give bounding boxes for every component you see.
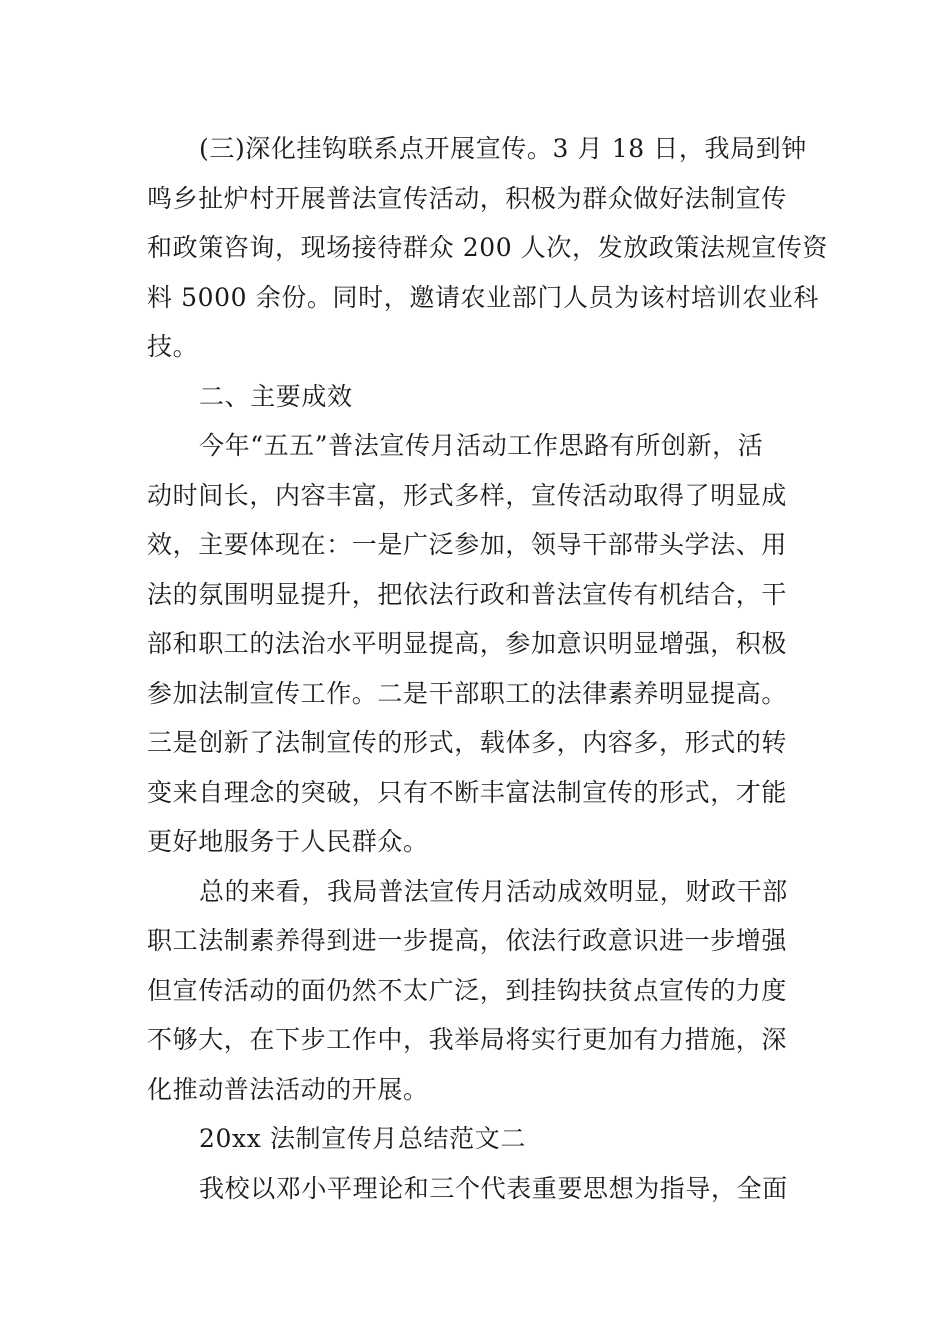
paragraph <box>147 1164 807 1214</box>
paragraph-line: 化推动普法活动的开展。 <box>147 1074 429 1104</box>
paragraph-line: 三是创新了法制宣传的形式，载体多，内容多，形式的转 <box>147 728 788 757</box>
paragraph-line: 变来自理念的突破，只有不断丰富法制宣传的形式，才能 <box>147 777 788 807</box>
paragraph-line: 今年“五五”普法宣传月活动工作思路有所创新，活 <box>199 431 764 460</box>
paragraph-line: 职工法制素养得到进一步提高，依法行政意识进一步增强 <box>147 926 788 955</box>
document-body <box>147 124 829 1213</box>
paragraph <box>147 124 829 372</box>
paragraph-line: 部和职工的法治水平明显提高，参加意识明显增强，积极 <box>147 629 788 658</box>
paragraph-line: 料 5000 余份。同时，邀请农业部门人员为该村培训农业科 <box>147 282 819 312</box>
section-heading: 二、主要成效 <box>199 381 353 411</box>
paragraph-line: 和政策咨询，现场接待群众 200 人次，发放政策法规宣传资 <box>147 233 829 262</box>
paragraph-line: 技。 <box>147 332 199 361</box>
paragraph-line: 更好地服务于人民群众。 <box>147 827 429 856</box>
paragraph-line: 效，主要体现在：一是广泛参加，领导干部带头学法、用 <box>147 530 788 559</box>
paragraph-line: 鸣乡扯炉村开展普法宣传活动，积极为群众做好法制宣传 <box>147 183 788 213</box>
paragraph-line: (三)深化挂钩联系点开展宣传。3 月 18 日，我局到钟 <box>199 134 807 163</box>
paragraph-line: 我校以邓小平理论和三个代表重要思想为指导，全面 <box>199 1173 788 1203</box>
paragraph <box>147 867 807 1115</box>
paragraph-line: 参加法制宣传工作。二是干部职工的法律素养明显提高。 <box>147 678 788 708</box>
section-heading: 20xx 法制宣传月总结范文二 <box>199 1124 526 1153</box>
paragraph-line: 法的氛围明显提升，把依法行政和普法宣传有机结合，干 <box>147 579 788 609</box>
paragraph-line: 动时间长，内容丰富，形式多样，宣传活动取得了明显成 <box>147 480 788 510</box>
paragraph-line: 不够大，在下步工作中，我举局将实行更加有力措施，深 <box>147 1025 788 1054</box>
paragraph-line: 但宣传活动的面仍然不太广泛，到挂钩扶贫点宣传的力度 <box>147 975 788 1005</box>
paragraph-line: 总的来看，我局普法宣传月活动成效明显，财政干部 <box>199 876 788 906</box>
paragraph <box>147 421 807 867</box>
